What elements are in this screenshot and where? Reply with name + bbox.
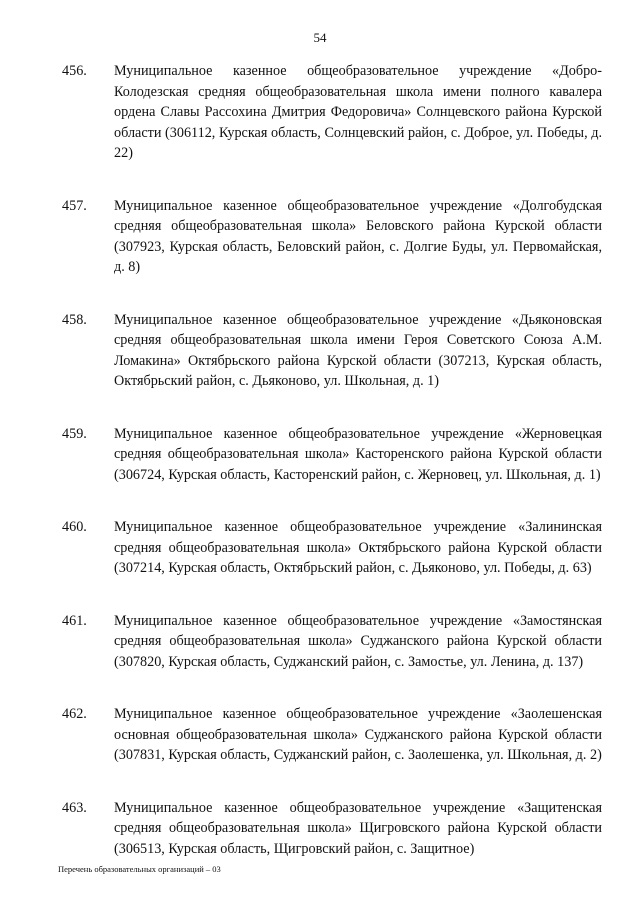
entry-number: 463. [62,799,87,816]
entry-number: 460. [62,519,87,535]
entry-number: 461. [62,612,87,629]
entry-number: 456. [62,63,87,79]
entry-list [62,61,602,891]
list-item [62,704,602,766]
list-item [62,611,602,673]
page-number: 54 [313,30,327,45]
entry-text: Муниципальное казенное общеобразовательное учреждение «Залининская средняя общеобразовательная школа» Октябрьского района Курской области (307214, Курская область, Октябрьский район, с. Дьяконово, ул. Победы, д. 63) [114,519,602,576]
entry-number: 462. [62,706,87,722]
entry-text: Муниципальное казенное общеобразовательное учреждение «Замостянская средняя общеобразовательная школа» Суджанского района Курской области (307820, Курская область, Суджанский район, с. Замостье, ул. Ленина, д. 137) [114,612,602,670]
entry-text: Муниципальное казенное общеобразовательное учреждение «Защитенская средняя общеобразовательная школа» Щигровского района Курской области (306513, Курская область, Щигровский район, с. Защитное) [114,799,602,857]
list-item [62,424,602,486]
entry-text: Муниципальное казенное общеобразовательное учреждение «Долгобудская средняя общеобразовательная школа» Беловского района Курской области (307923, Курская область, Беловский район, с. Долгие Буды, ул. Первомайская, д. 8) [114,197,602,275]
entry-text: Муниципальное казенное общеобразовательное учреждение «Заолешенская основная общеобразовательная школа» Суджанского района Курской области (307831, Курская область, Суджанский район, с. Заолешенка, ул. Школьная, д. 2) [114,706,602,763]
entry-number: 458. [62,311,87,328]
entry-number: 457. [62,197,87,214]
list-item [62,517,602,579]
entry-text: Муниципальное казенное общеобразовательное учреждение «Жерновецкая средняя общеобразовательная школа» Касторенского района Курской области (306724, Курская область, Касторенский район, с. Жерновец, ул. Школьная, д. 1) [114,425,602,483]
entry-text: Муниципальное казенное общеобразовательное учреждение «Добро-Колодезская средняя общеобразовательная школа имени полного кавалера ордена Славы Рассохина Дмитрия Федоровича» Солнцевского района Курской области (306112, Курская область, Солнцевский район, с. Доброе, ул. Победы, д. 22) [114,63,602,161]
list-item [62,196,602,278]
entry-number: 459. [62,425,87,442]
document-footer: Перечень образовательных организаций – 03 [58,864,221,874]
list-item [62,798,602,860]
entry-text: Муниципальное казенное общеобразовательное учреждение «Дьяконовская средняя общеобразовательная школа имени Героя Советского Союза А.М. Ломакина» Октябрьского района Курской области (307213, Курская область, Октябрьский район, с. Дьяконово, ул. Школьная, д. 1) [114,311,602,389]
list-item [62,61,602,164]
list-item [62,310,602,392]
